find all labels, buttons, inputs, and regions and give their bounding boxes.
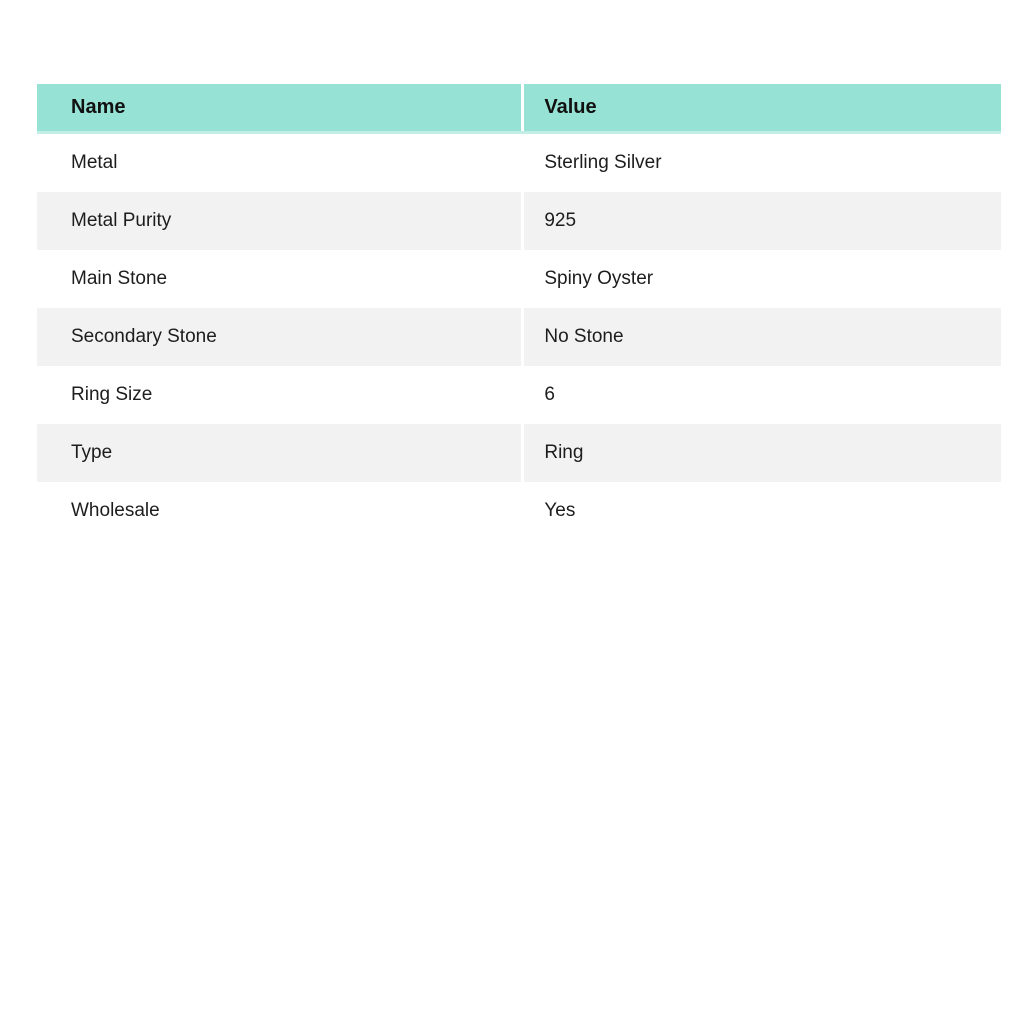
cell-name: Type (37, 424, 523, 482)
table-row (37, 366, 1001, 424)
cell-value: Spiny Oyster (523, 250, 1001, 308)
cell-value: 6 (523, 366, 1001, 424)
column-header-value: Value (523, 84, 1001, 133)
table-row (37, 250, 1001, 308)
cell-value: Sterling Silver (523, 133, 1001, 193)
cell-name: Secondary Stone (37, 308, 523, 366)
cell-name: Wholesale (37, 482, 523, 540)
cell-value: 925 (523, 192, 1001, 250)
table-row (37, 133, 1001, 193)
cell-name: Main Stone (37, 250, 523, 308)
cell-name: Ring Size (37, 366, 523, 424)
product-attributes-table (37, 84, 1001, 540)
cell-value: No Stone (523, 308, 1001, 366)
cell-value: Ring (523, 424, 1001, 482)
cell-name: Metal (37, 133, 523, 193)
table-header-row (37, 84, 1001, 133)
table-row (37, 192, 1001, 250)
cell-value: Yes (523, 482, 1001, 540)
column-header-name: Name (37, 84, 523, 133)
table-row (37, 308, 1001, 366)
cell-name: Metal Purity (37, 192, 523, 250)
table-row (37, 482, 1001, 540)
table-row (37, 424, 1001, 482)
